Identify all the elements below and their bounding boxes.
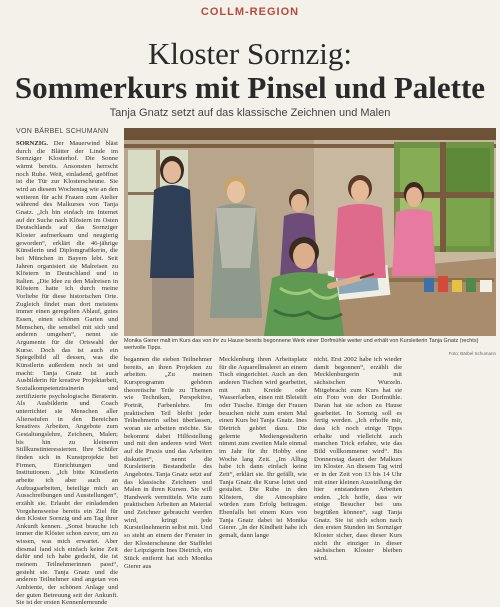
article-column-1 [16,140,118,607]
column-3-text: Mecklenburg ihren Arbeitsplatz für die Aquarellmalerei an einem Tisch eingerichtet. Auch an den anderen Tischen wird gearbeitet, mit mit Kreide oder Wasserfarben, einen mit Bleistift oder Tusche. Einige der Frauen besuchen nicht zum ersten Mal einen Kurs bei Tanja Gnatz. Ines Dietrich gehört dazu. Die gelernte Mediengestalterin nimmt zum zweiten Male einmal im Jahr für ihr Hobby eine Woche lang Zeit. „Im Alltag habe ich dann einfach keine Zeit“, erklärt sie. Ihr gefällt, wie Tanja Gnatz die Kurse leitet und gestaltet. Die Ruhe in den Klöstern, die Atmosphäre würden zum Erfolg beitragen. Ebenfalls bei einem Kurs von Tanja Gnatz dabei ist Monika Gierer. „In der Kindheit habe ich gemalt, dann lange [219,356,307,540]
subheadline: Tanja Gnatz setzt auf das klassische Zeichnen und Malen [109,107,391,119]
column-4-text: nicht. Erst 2002 habe ich wieder damit begonnen“, erzählt die Mecklenburgerin mit sächsischen Wurzeln. Mitgebracht zum Kurs hat sie ein Foto von der Dorfmühle. Daran hat sie schon zu Hause gearbeitet. In Sornzig soll es fertig werden. „Ich erhoffe mir, dass ich noch einige Tipps erhalte und vielleicht auch manchen Trick erfahre, wie das Bild vollkommener wird“. Bis Donnerstag dauert der Malkurs im Kloster. An diesem Tag wird er in der Zeit von 13 bis 14 Uhr mit einer kleinen Ausstellung der hier entstandenen Arbeiten enden. „Ich hoffe, dass wir einige Besucher bei uns begrüßen können“, sagt Tanja Gnatz. Sie ist sich schon nach den ersten Stunden im Sornziger Kloster sicher, dass dieser Kurs nicht ihr einziger in dieser sächsischen Kloster bleiben wird. [314,356,402,563]
headline-line-2: Sommerkurs mit Pinsel und Palette [14,70,486,105]
column-1-text: Der Mauerwind bläst durch die Blätter der Linde im Sornziger Klosterhof. Die Sonne wärmt bereits. Ansonsten herrscht noch Ruhe. Weit, einladend, geöffnet ist die Tür zur Klosterscheune. Sie wird an diesem Wochentag wie an den weiteren für acht Frauen zum Atelier während des Malkurses von Tanja Gnatz. „Ich bin einfach im Internet auf der Suche nach Klöstern im Osten Deutschlands auf das Sornziger Kloster aufmerksam und neugierig geworden“, erklärt die 46-jährige Künstlerin und Diplomgrafikerin, die bei München in Bayern lebt. Seit Jahren organisiert sie Malreisen zu Klöstern in Deutschland und in Italien. „Die Idee zu den Malreisen in Klöstern hatte ich durch meine Vorliebe für diese historischen Orte. Zugleich findet man dort meistens immer einen geregelten Ablauf, gutes Essen, einen schönen Garten und Menschen, die sensibel mit sich und anderen umgehen“, nennt sie Argumente für die Ortswahl der Kurse. Doch das ist auch ein Spiegelbild all dessen, was die Künstlerin außerdem noch ist und macht: Tanja Gnatz ist auch Ausbilderin für kreative Projektarbeit, Sozialkompetenztrainerin und zertifizierte psychologische Beraterin. Als Ausbilderin und Coach unterrichtet sie Menschen aller Altersstufen in den Bereichen kreatives Arbeiten, Angebote zum Gestaltungslehre, Zeichnen, Malen; bis hin zu kleineren Stillkunstinteressierten. Ihre Schüler finden sich in Kunstprojekte bei Firmen, Einrichtungen und Institutionen. „Ich bitte Künstlerin arbeite ich aber auch an Auftragsarbeiten, beteilige mich an Ausschreibungen und Ausstellungen“, erzählt sie. Erlaubt der einladenden Vorgehensweise bereits ein Ziel für den Kloster Sornzig und am Tag ihrer Ankunft kennen. „Sonst brauche ich immer die Klöster schon zuvor, um zu wissen, was mich erwartet. Aber diesmal fand sich einfach keine Zeit dafür und ich habe gedacht, die ist meinem Teilnehmerinnen passt“, gesteht sie. Tanja Gnatz und die anderen Teilnehmer sind angetan von Ambiente, der schönen Anlage und der guten Betreuung seit der Ankunft. Sie ist der ersten Kennenlernrunde [16,140,118,607]
photo-caption [124,338,496,356]
caption-text: Monika Gierer malt im Kurs das von ihr zu Hause bereits begonnene Werk einer Dorfmühle weiter und erhält von Kursleiterin Tanja Gnatz (rechts) wertvolle Tipps. [124,338,479,351]
section-label: COLLM-REGION [200,6,300,18]
column-2-text: begannen die sieben Teilnehmer bereits, an ihren Projekten zu arbeiten. „Zu meinen Kursprogramm gehören theoretische Teile zu Themen wie Techniken, Perspektive, Porträt, Farbenlehre. Im praktischen Teil bleibt jeder Teilnehmerin selbst überlassen, woran sie arbeiten möchte. Sie bekommt dabei Hilfestellung und mit den anderen wird Wert auf die Praxis und das Arbeiten diskutiert“, nennt die Kursleiterin Bestandteile des Angebotes. Tanja Gnatz setzt auf das klassische Zeichnen und Malen in ihren Kursen. Sie will Handwerk vermitteln. Wie zum praktischen Arbeiten an Material und Zeichner gebraucht werden wird, kringt jede Kursteilnehmerin selbst mit. Und so steht an einem der Fenster in der Klosterscheune der Staffelei der Leipzigerin Ines Dietrich, ein Stück entfernt hat sich Monika Gierer aus [124,356,212,570]
article-column-4 [314,356,402,563]
photo-credit: Foto: Bärbel Schumann [448,350,496,356]
dateline: SORNZIG. [16,140,49,147]
byline: VON BÄRBEL SCHUMANN [16,128,109,135]
headline-line-1: Kloster Sornzig: [147,36,353,71]
article-photo [124,128,496,336]
article-column-2 [124,356,212,570]
article-column-3 [219,356,307,540]
